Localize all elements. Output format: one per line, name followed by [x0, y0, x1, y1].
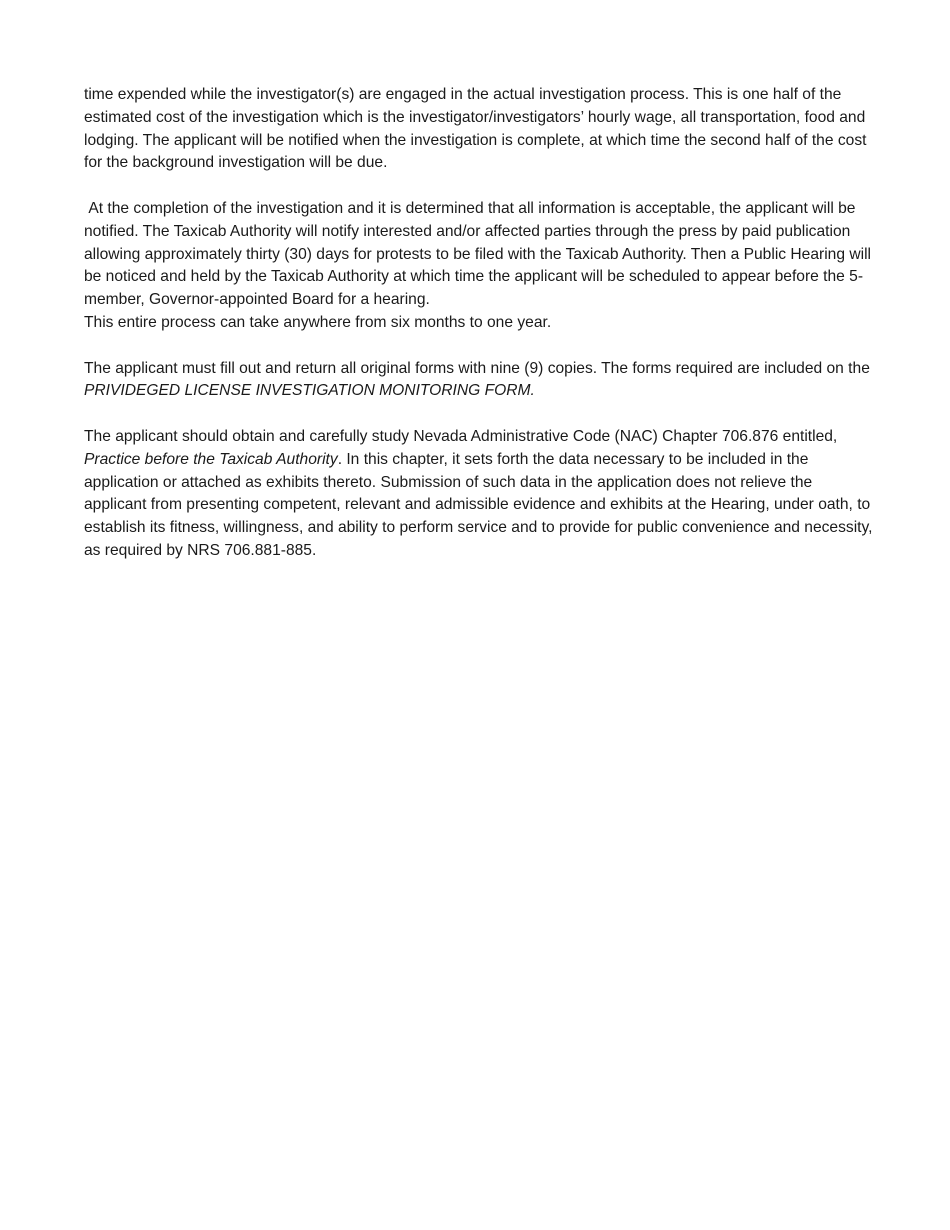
chapter-title-italic: Practice before the Taxicab Authority: [84, 450, 338, 468]
paragraph-gap: [84, 335, 874, 358]
forms-text: The applicant must fill out and return all original forms with nine (9) copies. The forms required are included on the: [84, 359, 870, 377]
document-page: [84, 84, 874, 563]
form-title-italic: PRIVIDEGED LICENSE INVESTIGATION MONITORING FORM.: [84, 382, 535, 400]
paragraph-forms-required: [84, 358, 874, 404]
paragraph-completion-notice: At the completion of the investigation and it is determined that all information is acceptable, the applicant will be notified. The Taxicab Authority will notify interested and/or affected parties through the press by paid publication allowing approximately thirty (30) days for protests to be filed with the Taxicab Authority. Then a Public Hearing will be noticed and held by the Taxicab Authority at which time the applicant will be scheduled to appear before the 5-member, Governor-appointed Board for a hearing.: [84, 199, 876, 309]
nac-text-after: . In this chapter, it sets forth the data necessary to be included in the application or attached as exhibits thereto. Submission of such data in the application does not relieve the applicant from presenting competent, relevant and admissible evidence and exhibits at the Hearing, under oath, to establish its fitness, willingness, and ability to perform service and to provide for public convenience and necessity, as required by NRS 706.881-885.: [84, 450, 873, 559]
paragraph-investigation-cost: time expended while the investigator(s) are engaged in the actual investigation process. This is one half of the estimated cost of the investigation which is the investigator/investigators’ hourly wage, all transportation, food and lodging. The applicant will be notified when the investigation is complete, at which time the second half of the cost for the background investigation will be due.: [84, 86, 867, 172]
paragraph-process-duration: This entire process can take anywhere from six months to one year.: [84, 313, 552, 331]
nac-text-before: The applicant should obtain and carefully study Nevada Administrative Code (NAC) Chapter 706.876 entitled,: [84, 427, 838, 445]
paragraph-gap: [84, 403, 874, 426]
paragraph-nac-chapter: [84, 426, 874, 563]
paragraph-gap: [84, 175, 874, 198]
